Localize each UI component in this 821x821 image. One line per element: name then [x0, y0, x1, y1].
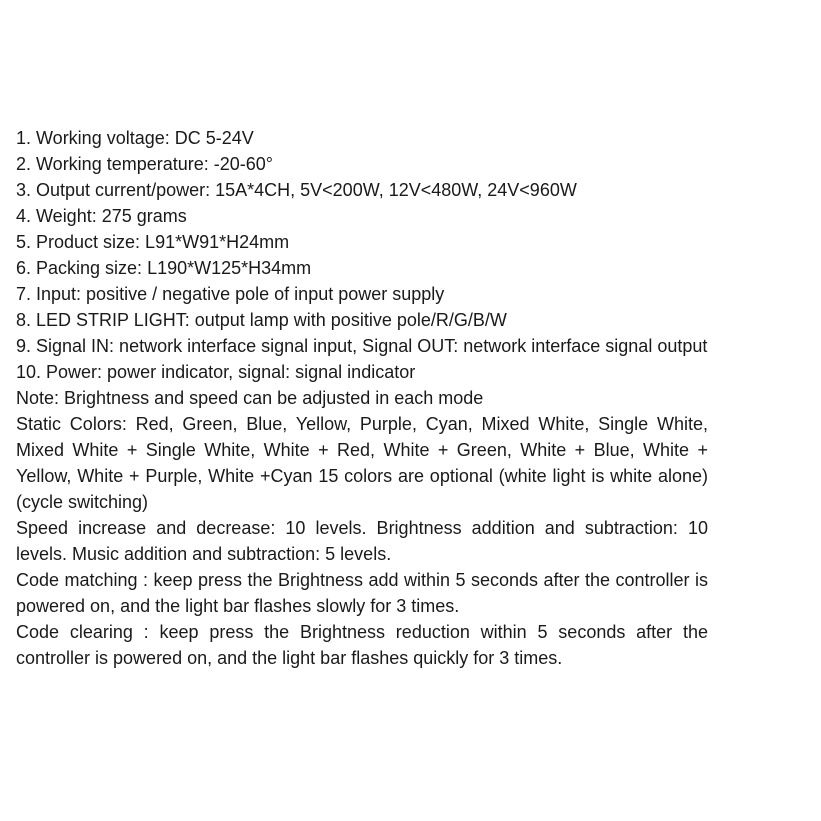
spec-item-product-size: 5. Product size: L91*W91*H24mm: [16, 232, 290, 252]
static-colors-paragraph: Static Colors: Red, Green, Blue, Yellow, Purple, Cyan, Mixed White, Single White, Mixed White + Single White, White + Red, White + Green, White + Blue, White + Yellow, White + Purple, White +Cyan 15 colors are optional (white light is white alone) (cycle switching): [16, 414, 708, 512]
spec-item-working-voltage: 1. Working voltage: DC 5-24V: [16, 128, 254, 148]
speed-levels-paragraph: Speed increase and decrease: 10 levels. Brightness addition and subtraction: 10 levels. Music addition and subtraction: 5 levels.: [16, 518, 708, 564]
spec-item-input: 7. Input: positive / negative pole of input power supply: [16, 284, 445, 304]
spec-item-power-indicator: 10. Power: power indicator, signal: signal indicator: [16, 362, 416, 382]
spec-item-weight: 4. Weight: 275 grams: [16, 206, 187, 226]
code-matching-paragraph: Code matching : keep press the Brightness add within 5 seconds after the controller is powered on, and the light bar flashes slowly for 3 times.: [16, 570, 708, 616]
spec-item-output-current-power: 3. Output current/power: 15A*4CH, 5V<200W, 12V<480W, 24V<960W: [16, 180, 577, 200]
spec-item-led-strip-light: 8. LED STRIP LIGHT: output lamp with positive pole/R/G/B/W: [16, 310, 507, 330]
spec-document: [16, 125, 708, 671]
spec-item-working-temperature: 2. Working temperature: -20-60°: [16, 154, 273, 174]
spec-item-signal: 9. Signal IN: network interface signal input, Signal OUT: network interface signal output: [16, 336, 708, 356]
code-clearing-paragraph: Code clearing : keep press the Brightness reduction within 5 seconds after the controller is powered on, and the light bar flashes quickly for 3 times.: [16, 622, 708, 668]
spec-item-packing-size: 6. Packing size: L190*W125*H34mm: [16, 258, 312, 278]
note-text: Note: Brightness and speed can be adjusted in each mode: [16, 388, 484, 408]
